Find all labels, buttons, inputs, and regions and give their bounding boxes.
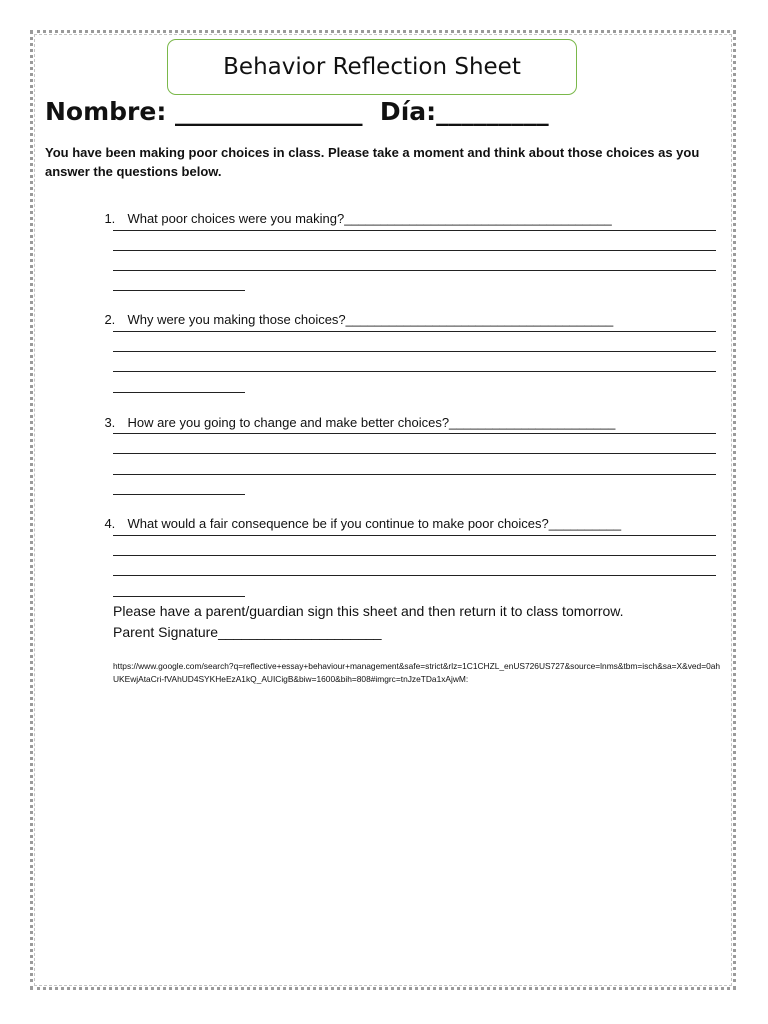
answer-line <box>113 250 716 251</box>
answer-line <box>113 494 245 495</box>
answer-line <box>113 596 245 597</box>
question-3 <box>90 400 730 445</box>
instructions: You have been making poor choices in class. Please take a moment and think about those choices as you answer the questions below. <box>45 145 700 179</box>
answer-line <box>113 351 716 352</box>
answer-line <box>113 555 716 556</box>
answer-line <box>113 433 716 434</box>
parent-instructions: Please have a parent/guardian sign this sheet and then return it to class tomorrow. <box>113 603 624 619</box>
page-title: Behavior Reflection Sheet <box>223 54 521 80</box>
answer-line <box>113 230 716 231</box>
source-url: https://www.google.com/search?q=reflective+essay+behaviour+management&safe=strict&rlz=1C1CHZL_enUS726US727&source=lnms&tbm=isch&sa=X&ved=0ahUKEwjAtaCri-fVAhUD4SYKHeEzA1kQ_AUICigB&biw=1600&bih=808#imgrc=tnJzeTDa1xAjwM: <box>113 661 721 684</box>
question-number: 3. <box>104 415 116 430</box>
answer-line <box>113 474 716 475</box>
question-text: How are you going to change and make better choices?_______________________ <box>127 415 616 430</box>
name-date-line: Nombre: _______________ Día:_________ <box>45 97 549 126</box>
question-number: 1. <box>104 211 116 226</box>
question-text: What would a fair consequence be if you continue to make poor choices?__________ <box>127 516 622 531</box>
question-text: Why were you making those choices?_____________________________________ <box>127 312 614 327</box>
answer-line <box>113 270 716 271</box>
question-4 <box>90 501 730 546</box>
answer-line <box>113 453 716 454</box>
title-box <box>167 39 577 95</box>
question-2 <box>90 297 730 342</box>
answer-line <box>113 331 716 332</box>
parent-signature-line: Parent Signature_____________________ <box>113 624 382 640</box>
answer-line <box>113 535 716 536</box>
question-number: 4. <box>104 516 116 531</box>
question-text: What poor choices were you making?_____________________________________ <box>127 211 612 226</box>
answer-line <box>113 392 245 393</box>
question-number: 2. <box>104 312 116 327</box>
question-1 <box>90 196 730 241</box>
answer-line <box>113 575 716 576</box>
answer-line <box>113 290 245 291</box>
answer-line <box>113 371 716 372</box>
